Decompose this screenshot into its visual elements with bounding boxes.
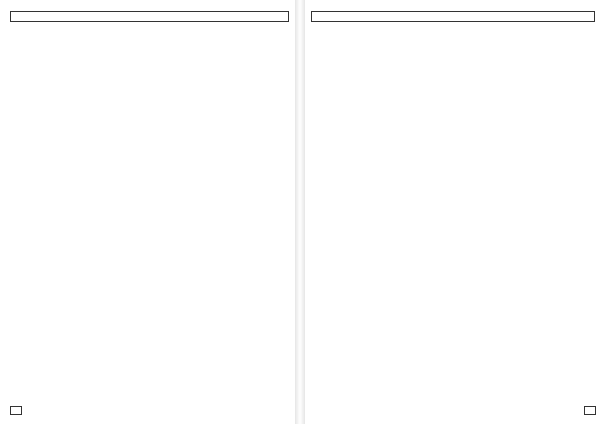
right-page-header <box>311 11 595 22</box>
page-number <box>584 406 596 415</box>
left-column-2 <box>154 28 287 406</box>
page-number <box>10 406 22 415</box>
left-column-1 <box>12 28 145 406</box>
left-page-header <box>10 11 289 22</box>
right-body-text <box>313 28 593 236</box>
left-body-text <box>12 28 287 406</box>
spine-gutter <box>295 0 305 424</box>
right-column-1 <box>313 28 449 236</box>
right-column-2 <box>458 28 594 236</box>
references-section <box>313 245 595 405</box>
left-page <box>0 0 295 424</box>
right-page <box>305 0 600 424</box>
